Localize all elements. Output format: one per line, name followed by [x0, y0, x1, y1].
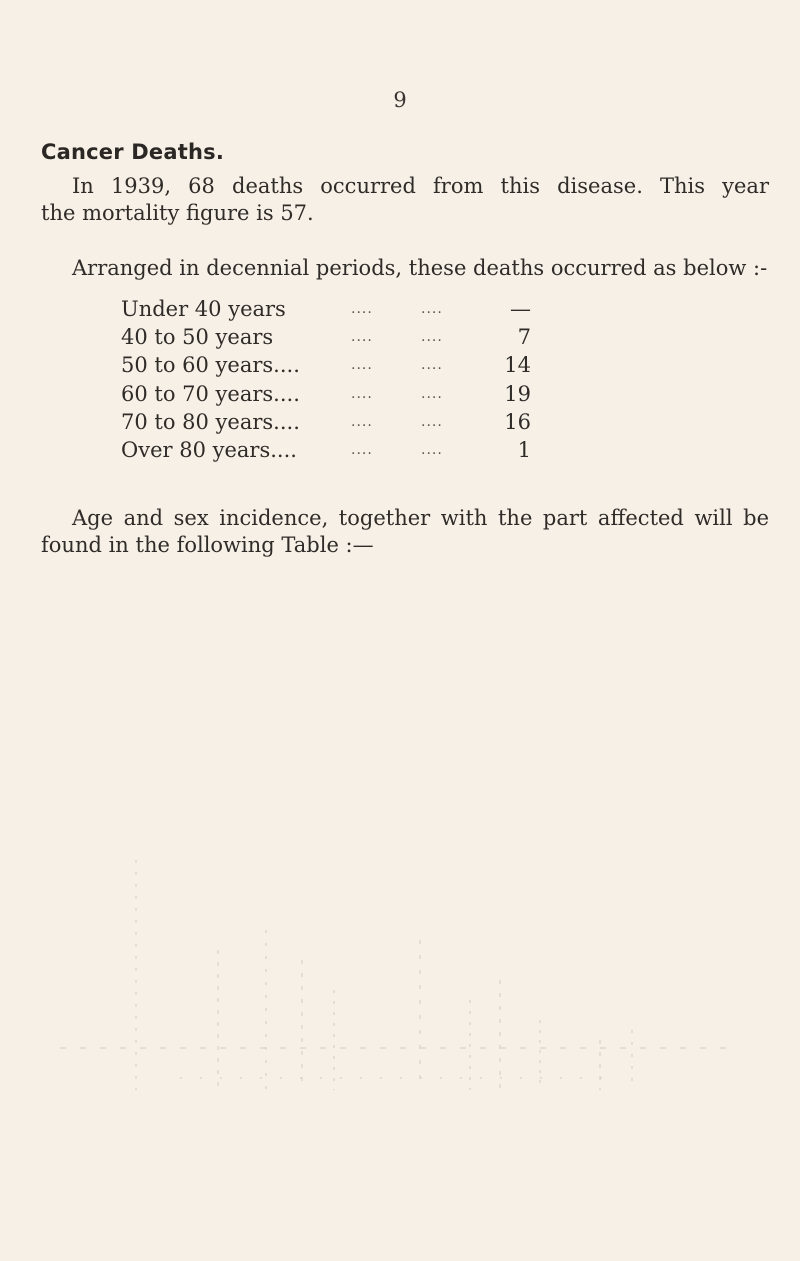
decennial-intro: Arranged in decennial periods, these deaths occurred as below :-: [72, 256, 768, 280]
leader-dots: ....: [351, 441, 373, 458]
leader-dots: ....: [421, 301, 443, 317]
period-row: [121, 351, 531, 379]
period-label: 50 to 60 years....: [121, 353, 300, 378]
period-row: [121, 408, 531, 436]
table-intro-line-2: found in the following Table :—: [41, 533, 374, 557]
decennial-periods-list: [121, 295, 531, 464]
period-value: 19: [504, 381, 531, 406]
leader-dots: ....: [421, 413, 443, 430]
leader-dots: ....: [421, 329, 443, 346]
mortality-paragraph-line-1: In 1939, 68 deaths occurred from this disease. This year: [72, 174, 769, 198]
period-label: 40 to 50 years: [121, 325, 274, 350]
leader-dots: ....: [421, 357, 443, 374]
section-heading: Cancer Deaths.: [41, 140, 225, 164]
period-label: Under 40 years: [121, 297, 286, 321]
period-label: 70 to 80 years....: [121, 409, 300, 434]
leader-dots: ....: [351, 385, 373, 402]
leader-dots: ....: [351, 413, 373, 430]
period-value: 16: [504, 409, 531, 434]
period-value: —: [510, 297, 531, 321]
period-value: 7: [517, 325, 531, 350]
leader-dots: ....: [351, 329, 373, 346]
period-value: 1: [517, 437, 531, 462]
mortality-paragraph-line-2: the mortality figure is 57.: [41, 201, 314, 225]
period-row: [121, 380, 531, 408]
leader-dots: ....: [421, 385, 443, 402]
period-label: 60 to 70 years....: [121, 381, 300, 406]
period-row: [121, 323, 531, 351]
period-label: Over 80 years....: [121, 437, 297, 462]
table-intro-line-1: Age and sex incidence, together with the part affected will be: [72, 506, 769, 530]
page-number: 9: [393, 88, 407, 112]
table-intro-paragraph: [41, 505, 769, 559]
leader-dots: ....: [351, 301, 373, 317]
period-row: [121, 436, 531, 464]
leader-dots: ....: [351, 357, 373, 374]
mortality-paragraph: [41, 173, 769, 227]
leader-dots: ....: [421, 441, 443, 458]
period-row: [121, 295, 531, 323]
period-value: 14: [504, 353, 531, 378]
